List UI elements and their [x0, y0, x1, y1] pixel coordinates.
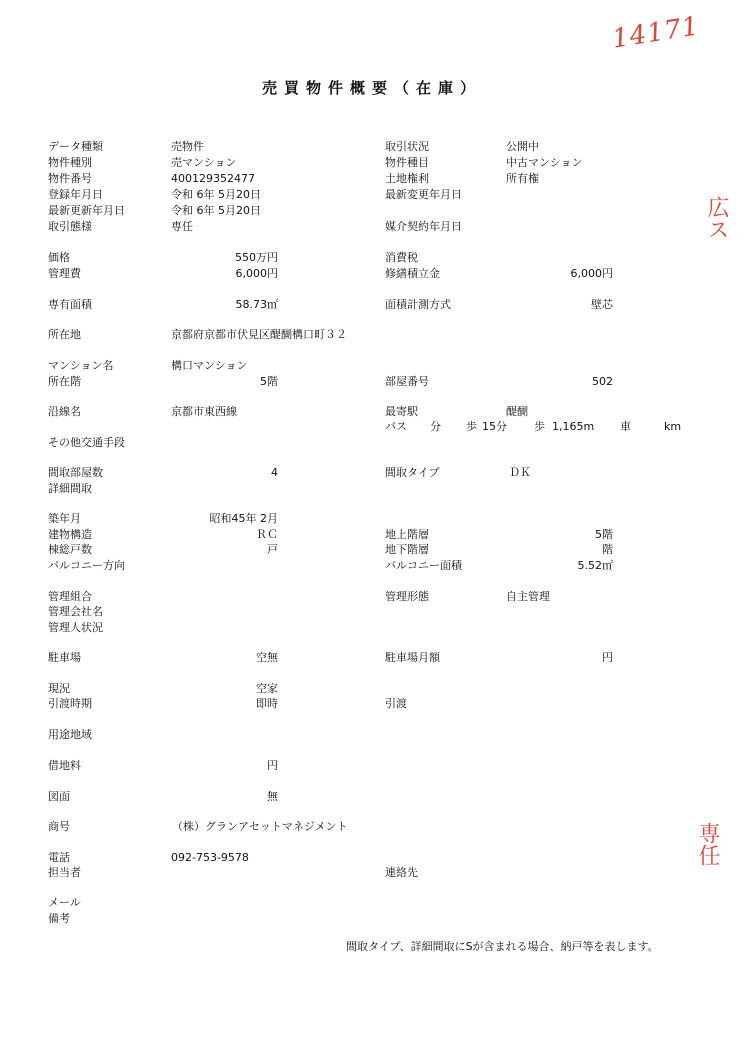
value-land-right: 所有権: [506, 172, 539, 185]
label-land-rent: 借地料: [48, 759, 81, 772]
value-mgmt-fee: 6,000円: [235, 267, 278, 280]
label-location: 所在地: [48, 328, 81, 341]
value-parking-fee: 円: [602, 651, 613, 664]
label-tax: 消費税: [385, 251, 418, 264]
label-phone: 電話: [48, 851, 70, 864]
value-built: 昭和45年 2月: [209, 512, 278, 525]
value-structure: ＲＣ: [256, 528, 278, 541]
label-mgmt-company: 管理会社名: [48, 605, 103, 618]
value-walk-min: 15分: [482, 420, 507, 433]
value-data-type: 売物件: [171, 140, 204, 153]
label-status: 現況: [48, 682, 70, 695]
label-layout-detail: 詳細間取: [48, 482, 92, 495]
value-floors-below: 階: [602, 543, 613, 556]
label-structure: 建物構造: [48, 528, 92, 541]
value-layout-type: ＤＫ: [509, 466, 531, 479]
value-walk-dist: 1,165m: [552, 420, 595, 433]
label-property-type: 物件種別: [48, 156, 92, 169]
label-handover: 引渡: [385, 697, 407, 710]
label-balcony-area: バルコニー面積: [385, 559, 462, 572]
handwritten-note-1: 広ス: [704, 196, 729, 240]
label-mgmt-form: 管理形態: [385, 590, 429, 603]
label-property-no: 物件番号: [48, 172, 92, 185]
value-property-item: 中古マンション: [506, 156, 583, 169]
label-area: 専有面積: [48, 298, 92, 311]
value-drawing: 無: [267, 790, 278, 803]
label-transaction-mode: 取引態様: [48, 220, 92, 233]
value-updated-date: 令和 6年 5月20日: [171, 204, 261, 217]
value-parking: 空無: [256, 651, 278, 664]
label-remarks: 備考: [48, 912, 70, 925]
value-location: 京都府京都市伏見区醍醐構口町３２: [171, 328, 347, 341]
value-handover-time: 即時: [256, 697, 278, 710]
label-walk: 歩: [466, 420, 477, 433]
label-repair-fund: 修繕積立金: [385, 267, 440, 280]
label-rooms: 間取部屋数: [48, 466, 103, 479]
label-other-transport: その他交通手段: [48, 436, 125, 449]
value-line: 京都市東西線: [171, 405, 237, 418]
label-line: 沿線名: [48, 405, 81, 418]
label-room-no: 部屋番号: [385, 375, 429, 388]
value-repair-fund: 6,000円: [570, 267, 613, 280]
label-email: メール: [48, 896, 81, 909]
label-units: 棟総戸数: [48, 543, 92, 556]
value-floors-above: 5階: [595, 528, 613, 541]
label-walk-2: 歩: [534, 420, 545, 433]
value-units: 戸: [267, 543, 278, 556]
label-mgmt-fee: 管理費: [48, 267, 81, 280]
label-built: 築年月: [48, 512, 81, 525]
label-bus-min: 分: [430, 420, 441, 433]
handwritten-note-2: 専任: [695, 822, 720, 866]
label-mgmt-assoc: 管理組合: [48, 590, 92, 603]
label-trade-status: 取引状況: [385, 140, 429, 153]
value-room-no: 502: [592, 375, 613, 388]
value-floor: 5階: [260, 375, 278, 388]
value-station: 醍醐: [506, 405, 528, 418]
label-manager-status: 管理人状況: [48, 621, 103, 634]
label-drawing: 図面: [48, 790, 70, 803]
value-area: 58.73㎡: [235, 298, 278, 311]
page-title: 売買物件概要（在庫）: [261, 79, 482, 97]
footnote: 間取タイプ、詳細間取にSが含まれる場合、納戸等を表します。: [346, 940, 659, 953]
label-mansion-name: マンション名: [48, 359, 114, 372]
label-staff: 担当者: [48, 866, 81, 879]
value-transaction-mode: 専任: [171, 220, 193, 233]
label-floors-above: 地上階層: [385, 528, 429, 541]
label-property-item: 物件種目: [385, 156, 429, 169]
label-floor: 所在階: [48, 375, 81, 388]
label-data-type: データ種類: [48, 140, 103, 153]
label-parking: 駐車場: [48, 651, 81, 664]
value-mansion-name: 構口マンション: [171, 359, 248, 372]
value-area-method: 壁芯: [591, 298, 613, 311]
label-handover-time: 引渡時期: [48, 697, 92, 710]
value-company: （株）グランアセットマネジメント: [172, 820, 348, 833]
label-balcony-dir: バルコニー方向: [48, 559, 125, 572]
label-change-date: 最新変更年月日: [385, 188, 462, 201]
label-area-method: 面積計測方式: [385, 298, 451, 311]
label-zoning: 用途地域: [48, 728, 92, 741]
value-reg-date: 令和 6年 5月20日: [171, 188, 261, 201]
value-status: 空家: [256, 682, 278, 695]
label-km: km: [664, 420, 682, 433]
label-floors-below: 地下階層: [385, 543, 429, 556]
label-bus: バス: [385, 420, 407, 433]
label-company: 商号: [48, 820, 70, 833]
value-trade-status: 公開中: [506, 140, 539, 153]
label-parking-fee: 駐車場月額: [385, 651, 440, 664]
value-balcony-area: 5.52㎡: [577, 559, 613, 572]
label-contact: 連絡先: [385, 866, 418, 879]
label-reg-date: 登録年月日: [48, 188, 103, 201]
label-layout-type: 間取タイプ: [385, 466, 440, 479]
label-land-right: 土地権利: [385, 172, 429, 185]
label-agency-date: 媒介契約年月日: [385, 220, 462, 233]
value-phone: 092-753-9578: [171, 851, 249, 864]
value-rooms: 4: [271, 466, 278, 479]
label-station: 最寄駅: [385, 405, 418, 418]
label-price: 価格: [48, 251, 70, 264]
handwritten-number: 14171: [610, 11, 702, 55]
value-mgmt-form: 自主管理: [506, 590, 550, 603]
value-price: 550万円: [235, 251, 278, 264]
value-land-rent: 円: [267, 759, 278, 772]
value-property-no: 400129352477: [171, 172, 255, 185]
label-updated-date: 最新更新年月日: [48, 204, 125, 217]
value-property-type: 売マンション: [171, 156, 237, 169]
label-car: 車: [620, 420, 631, 433]
